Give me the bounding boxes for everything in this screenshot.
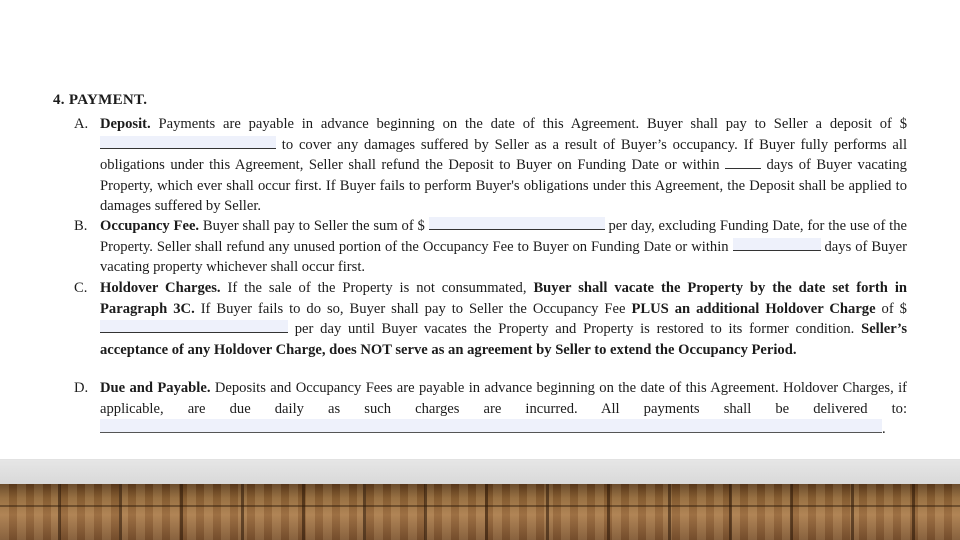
paragraph-holdover-charges <box>74 278 907 360</box>
floor-plank-seam <box>0 505 960 507</box>
item-letter: C. <box>74 280 88 296</box>
item-letter: D. <box>74 380 89 396</box>
paragraph-text: to cover any damages suffered by Seller as a result of Buyer’s occupancy. If Buyer fully performs all obligations under this Agreement, Seller shall refund the Deposit to Buyer on Funding Date or within <box>100 136 907 174</box>
paragraph-text: per day until Buyer vacates the Property and Property is restored to its former condition. <box>288 321 862 338</box>
wood-floor-background <box>0 484 960 540</box>
paragraph-text: days of Buyer vacating property whichever shall occur first. <box>100 238 907 276</box>
paragraph-bold-text: Seller’s acceptance of any Holdover Charge, does NOT serve as an agreement by Seller to extend the Occupancy Period. <box>100 321 907 358</box>
paragraph-bold-text: PLUS an additional Holdover Charge <box>631 300 876 317</box>
paragraph-deposit <box>74 114 907 217</box>
paragraph-text: If Buyer fails to do so, Buyer shall pay to Seller the Occupancy Fee <box>194 300 632 317</box>
item-letter: A. <box>74 116 89 132</box>
holdover-charge-field[interactable] <box>100 320 288 333</box>
slide-bottom-band <box>0 460 960 484</box>
paragraph-due-and-payable <box>74 378 908 440</box>
slide-top-band <box>0 0 960 81</box>
paragraph-occupancy-fee <box>74 216 907 278</box>
paragraph-end: . <box>882 421 886 438</box>
paragraph-heading: Deposit. <box>100 116 151 132</box>
section-title: 4. PAYMENT. <box>53 92 148 108</box>
paragraph-text: days of Buyer vacating Property, which ever shall occur first. If Buyer fails to perform Buyer's obligations under this Agreement, the Deposit shall be applied to damages suffered by Seller. <box>100 157 907 215</box>
deposit-amount-field[interactable] <box>100 136 276 149</box>
payment-address-field[interactable] <box>100 419 882 433</box>
occupancy-refund-days-field[interactable] <box>733 238 821 251</box>
occupancy-fee-field[interactable] <box>429 217 605 230</box>
paragraph-text: of $ <box>875 300 907 317</box>
paragraph-bold-text: Buyer shall vacate the Property by the date set forth in Paragraph 3C. <box>100 280 907 317</box>
paragraph-heading: Due and Payable. <box>100 380 211 396</box>
item-letter: B. <box>74 218 88 234</box>
refund-days-field[interactable] <box>725 156 761 169</box>
paragraph-text: Buyer shall pay to Seller the sum of $ <box>199 218 429 234</box>
paragraph-text: Deposits and Occupancy Fees are payable in advance beginning on the date of this Agreement. Holdover Charges, if applicable, are due daily as such charges are incurred. All payments shall be delivered to: <box>100 380 908 417</box>
paragraph-heading: Holdover Charges. <box>100 280 221 296</box>
paragraph-heading: Occupancy Fee. <box>100 218 200 234</box>
paragraph-text: If the sale of the Property is not consummated, <box>220 280 534 296</box>
paragraph-text: Payments are payable in advance beginning on the date of this Agreement. Buyer shall pay to Seller a deposit of $ <box>150 116 907 132</box>
paragraph-text: per day, excluding Funding Date, for the use of the Property. Seller shall refund any unused portion of the Occupancy Fee to Buyer on Funding Date or within <box>100 218 907 255</box>
